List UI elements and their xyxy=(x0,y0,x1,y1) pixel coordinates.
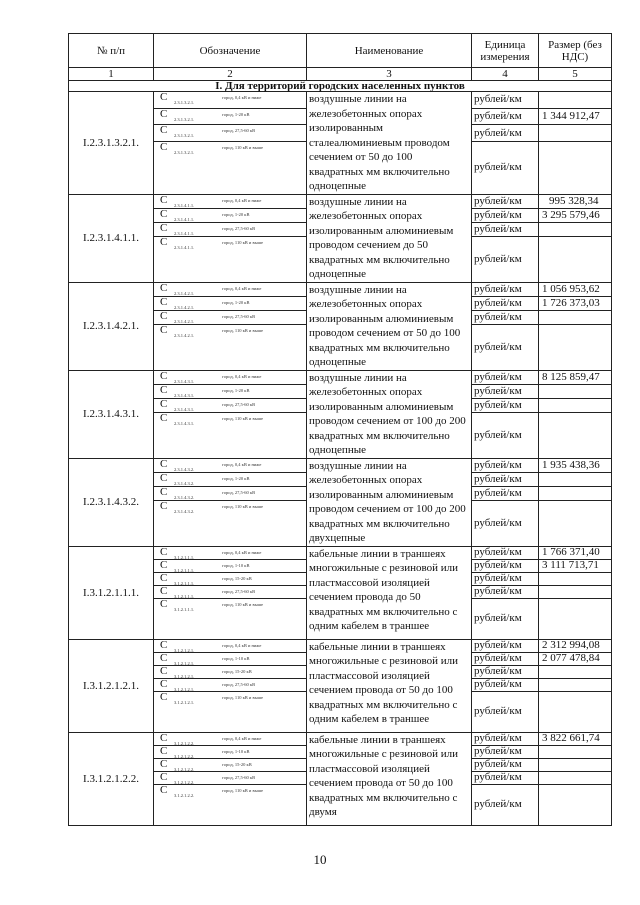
row-value xyxy=(539,691,612,732)
column-number-row xyxy=(69,68,612,81)
row-unit: рублей/км xyxy=(472,487,539,501)
designation-letter: С xyxy=(160,207,168,220)
column-number: 4 xyxy=(472,68,539,81)
designation-cell xyxy=(154,639,307,652)
row-value xyxy=(539,771,612,784)
designation-letter: С xyxy=(160,731,168,744)
row-name: воздушные линии на железобетонных опорах изолированным алюминиевым проводом сечением от 100 до 200 квадратных мм включительно одноцепные xyxy=(307,370,472,458)
row-value xyxy=(539,572,612,585)
row-value xyxy=(539,223,612,237)
designation-voltage: город, 1-10 кВ xyxy=(222,748,250,754)
row-value: 8 125 859,47 xyxy=(539,370,612,384)
row-value xyxy=(539,501,612,546)
designation-letter: С xyxy=(160,677,168,690)
table-row xyxy=(69,639,612,652)
table-header-row xyxy=(69,34,612,68)
row-unit: рублей/км xyxy=(472,546,539,559)
designation-subscript: 2.3.1.4.2.1. xyxy=(174,333,195,339)
header-designation: Обозначение xyxy=(154,34,307,68)
row-value xyxy=(539,758,612,771)
designation-letter: С xyxy=(160,664,168,677)
designation-subscript: 3.1.2.1.2.2. xyxy=(174,740,195,746)
designation-cell xyxy=(154,501,307,546)
designation-subscript: 3.1.2.1.2.2. xyxy=(174,779,195,785)
designation-cell xyxy=(154,296,307,310)
designation-letter: С xyxy=(160,91,168,103)
row-name: воздушные линии на железобетонных опорах изолированным сталеалюминиевым проводом сечением от 50 до 100 квадратных мм включительно одноцепные xyxy=(307,92,472,195)
designation-letter: С xyxy=(160,107,168,120)
designation-voltage: город, 0,4 кВ и ниже xyxy=(222,95,262,100)
designation-cell xyxy=(154,92,307,109)
row-unit: рублей/км xyxy=(472,413,539,458)
row-value: 3 111 713,71 xyxy=(539,559,612,572)
designation-cell xyxy=(154,487,307,501)
table-row xyxy=(69,282,612,296)
designation-voltage: город, 1-20 кВ xyxy=(222,387,250,393)
designation-voltage: город, 15-20 кВ xyxy=(222,668,252,674)
row-code: I.2.3.1.3.2.1. xyxy=(69,92,154,195)
designation-subscript: 2.3.1.4.1.1. xyxy=(174,245,195,251)
row-unit: рублей/км xyxy=(472,282,539,296)
row-code: I.2.3.1.4.3.2. xyxy=(69,458,154,546)
designation-voltage: город, 110 кВ и выше xyxy=(222,144,264,150)
designation-voltage: город, 1-20 кВ xyxy=(222,111,250,117)
designation-voltage: город, 0,4 кВ и ниже xyxy=(222,285,262,291)
row-unit: рублей/км xyxy=(472,311,539,325)
designation-cell xyxy=(154,784,307,825)
designation-letter: С xyxy=(160,770,168,783)
designation-voltage: город, 110 кВ и выше xyxy=(222,694,264,700)
column-number: 2 xyxy=(154,68,307,81)
designation-cell xyxy=(154,399,307,413)
designation-voltage: город, 27,5-60 кВ xyxy=(222,681,256,687)
row-unit: рублей/км xyxy=(472,652,539,665)
row-unit: рублей/км xyxy=(472,732,539,745)
designation-voltage: город, 1-20 кВ xyxy=(222,211,250,217)
row-unit: рублей/км xyxy=(472,458,539,472)
row-unit: рублей/км xyxy=(472,758,539,771)
designation-letter: С xyxy=(160,757,168,770)
designation-subscript: 3.1.2.1.2.2. xyxy=(174,753,195,759)
designation-letter: С xyxy=(160,558,168,571)
designation-subscript: 3.1.2.1.2.2. xyxy=(174,792,195,798)
section-title: I. Для территорий городских населенных пунктов xyxy=(69,81,612,92)
designation-subscript: 2.3.1.4.3.2. xyxy=(174,480,195,486)
row-unit: рублей/км xyxy=(472,194,539,208)
designation-subscript: 3.1.2.1.2.1. xyxy=(174,647,195,653)
table-row xyxy=(69,92,612,109)
row-unit: рублей/км xyxy=(472,745,539,758)
designation-cell xyxy=(154,125,307,142)
designation-voltage: город, 27,5-60 кВ xyxy=(222,774,256,780)
designation-letter: С xyxy=(160,486,168,499)
designation-voltage: город, 1-20 кВ xyxy=(222,299,250,305)
designation-cell xyxy=(154,108,307,125)
row-value xyxy=(539,665,612,678)
tariff-table-sheet xyxy=(68,33,611,826)
row-unit: рублей/км xyxy=(472,141,539,194)
designation-voltage: город, 27,5-60 кВ xyxy=(222,402,256,408)
designation-voltage: город, 110 кВ и выше xyxy=(222,416,264,422)
designation-subscript: 2.3.1.4.2.1. xyxy=(174,290,195,296)
row-unit: рублей/км xyxy=(472,472,539,486)
column-number: 5 xyxy=(539,68,612,81)
row-value xyxy=(539,598,612,639)
row-value xyxy=(539,399,612,413)
designation-cell xyxy=(154,691,307,732)
designation-letter: С xyxy=(160,584,168,597)
designation-subscript: 3.1.2.1.1.1. xyxy=(174,593,195,599)
designation-letter: С xyxy=(160,222,168,235)
designation-voltage: город, 27,5-60 кВ xyxy=(222,128,256,134)
designation-subscript: 2.3.1.3.2.1. xyxy=(174,149,195,155)
designation-letter: С xyxy=(160,398,168,411)
row-value: 2 312 994,08 xyxy=(539,639,612,652)
row-unit: рублей/км xyxy=(472,208,539,222)
designation-subscript: 2.3.1.3.2.1. xyxy=(174,133,195,139)
row-unit: рублей/км xyxy=(472,296,539,310)
row-unit: рублей/км xyxy=(472,665,539,678)
designation-letter: С xyxy=(160,124,168,137)
designation-subscript: 2.3.1.4.1.1. xyxy=(174,202,195,208)
designation-cell xyxy=(154,771,307,784)
row-unit: рублей/км xyxy=(472,92,539,109)
row-code: I.2.3.1.4.2.1. xyxy=(69,282,154,370)
designation-voltage: город, 0,4 кВ и ниже xyxy=(222,735,262,741)
designation-cell xyxy=(154,413,307,458)
row-value xyxy=(539,413,612,458)
header-unit: Единица измерения xyxy=(472,34,539,68)
designation-letter: С xyxy=(160,324,168,337)
row-value: 1 935 438,36 xyxy=(539,458,612,472)
designation-subscript: 2.3.1.4.2.1. xyxy=(174,304,195,310)
row-code: I.3.1.2.1.2.2. xyxy=(69,732,154,825)
row-unit: рублей/км xyxy=(472,784,539,825)
designation-voltage: город, 110 кВ и выше xyxy=(222,601,264,607)
page-number: 10 xyxy=(313,852,327,867)
designation-cell xyxy=(154,223,307,237)
designation-voltage: город, 110 кВ и выше xyxy=(222,240,264,246)
designation-cell xyxy=(154,546,307,559)
designation-letter: С xyxy=(160,193,168,206)
designation-subscript: 2.3.1.4.1.1. xyxy=(174,231,195,237)
row-value: 1 726 373,03 xyxy=(539,296,612,310)
row-code: I.2.3.1.4.1.1. xyxy=(69,194,154,282)
row-code: I.3.1.2.1.1.1. xyxy=(69,546,154,639)
table-body xyxy=(69,92,612,826)
tariff-table xyxy=(68,33,612,826)
designation-cell xyxy=(154,237,307,282)
designation-subscript: 3.1.2.1.2.1. xyxy=(174,673,195,679)
designation-subscript: 2.3.1.3.2.1. xyxy=(174,116,195,122)
designation-letter: С xyxy=(160,383,168,396)
row-value xyxy=(539,585,612,598)
designation-letter: С xyxy=(160,571,168,584)
designation-cell xyxy=(154,325,307,370)
designation-voltage: город, 27,5-60 кВ xyxy=(222,588,256,594)
row-name: кабельные линии в траншеях многожильные с резиновой или пластмассовой изоляцией сечением провода от 50 до 100 квадратных мм включительно с одним кабелем в траншее xyxy=(307,639,472,732)
designation-cell xyxy=(154,732,307,745)
column-number: 1 xyxy=(69,68,154,81)
designation-subscript: 2.3.1.4.3.1. xyxy=(174,378,195,384)
designation-letter: С xyxy=(160,500,168,513)
row-unit: рублей/км xyxy=(472,223,539,237)
designation-subscript: 3.1.2.1.1.1. xyxy=(174,580,195,586)
designation-letter: С xyxy=(160,471,168,484)
row-value: 3 295 579,46 xyxy=(539,208,612,222)
designation-cell xyxy=(154,208,307,222)
row-code: I.3.1.2.1.2.1. xyxy=(69,639,154,732)
designation-letter: С xyxy=(160,545,168,558)
designation-letter: С xyxy=(160,236,168,249)
designation-cell xyxy=(154,678,307,691)
row-unit: рублей/км xyxy=(472,384,539,398)
row-value xyxy=(539,92,612,109)
designation-cell xyxy=(154,745,307,758)
row-code: I.2.3.1.4.3.1. xyxy=(69,370,154,458)
row-unit: рублей/км xyxy=(472,691,539,732)
designation-subscript: 2.3.1.4.3.1. xyxy=(174,407,195,413)
header-name: Наименование xyxy=(307,34,472,68)
row-value xyxy=(539,678,612,691)
designation-voltage: город, 27,5-60 кВ xyxy=(222,226,256,232)
row-value: 2 077 478,84 xyxy=(539,652,612,665)
designation-cell xyxy=(154,472,307,486)
header-size: Размер (без НДС) xyxy=(539,34,612,68)
row-unit: рублей/км xyxy=(472,399,539,413)
row-value: 1 766 371,40 xyxy=(539,546,612,559)
designation-letter: С xyxy=(160,690,168,703)
row-value xyxy=(539,384,612,398)
designation-letter: С xyxy=(160,281,168,294)
designation-voltage: город, 15-20 кВ xyxy=(222,761,252,767)
designation-voltage: город, 15-20 кВ xyxy=(222,575,252,581)
designation-subscript: 2.3.1.4.3.2. xyxy=(174,495,195,501)
section-row xyxy=(69,81,612,92)
designation-letter: С xyxy=(160,140,168,153)
row-unit: рублей/км xyxy=(472,501,539,546)
row-value: 995 328,34 xyxy=(539,194,612,208)
designation-voltage: город, 1-20 кВ xyxy=(222,475,250,481)
designation-subscript: 3.1.2.1.2.1. xyxy=(174,660,195,666)
designation-subscript: 3.1.2.1.1.1. xyxy=(174,554,195,560)
table-row xyxy=(69,546,612,559)
row-unit: рублей/км xyxy=(472,678,539,691)
row-value: 1 344 912,47 xyxy=(539,108,612,125)
designation-subscript: 3.1.2.1.2.1. xyxy=(174,699,195,705)
row-name: воздушные линии на железобетонных опорах изолированным алюминиевым проводом сечением от 100 до 200 квадратных мм включительно двухцепные xyxy=(307,458,472,546)
designation-subscript: 2.3.1.4.3.2. xyxy=(174,509,195,515)
row-unit: рублей/км xyxy=(472,237,539,282)
designation-voltage: город, 110 кВ и выше xyxy=(222,504,264,510)
designation-cell xyxy=(154,665,307,678)
row-value xyxy=(539,125,612,142)
designation-letter: С xyxy=(160,412,168,425)
designation-voltage: город, 27,5-60 кВ xyxy=(222,314,256,320)
row-unit: рублей/км xyxy=(472,559,539,572)
row-value xyxy=(539,745,612,758)
designation-cell xyxy=(154,652,307,665)
table-row xyxy=(69,458,612,472)
table-row xyxy=(69,194,612,208)
row-unit: рублей/км xyxy=(472,598,539,639)
column-number: 3 xyxy=(307,68,472,81)
designation-subscript: 2.3.1.4.3.2. xyxy=(174,466,195,472)
designation-voltage: город, 1-10 кВ xyxy=(222,562,250,568)
row-value: 1 056 953,62 xyxy=(539,282,612,296)
designation-cell xyxy=(154,598,307,639)
row-value xyxy=(539,141,612,194)
designation-letter: С xyxy=(160,369,168,382)
designation-letter: С xyxy=(160,295,168,308)
designation-voltage: город, 0,4 кВ и ниже xyxy=(222,549,262,555)
row-unit: рублей/км xyxy=(472,639,539,652)
designation-cell xyxy=(154,384,307,398)
designation-subscript: 2.3.1.4.3.1. xyxy=(174,392,195,398)
designation-letter: С xyxy=(160,651,168,664)
designation-voltage: город, 0,4 кВ и ниже xyxy=(222,197,262,203)
row-value xyxy=(539,237,612,282)
designation-letter: С xyxy=(160,638,168,651)
designation-cell xyxy=(154,458,307,472)
designation-letter: С xyxy=(160,783,168,796)
designation-cell xyxy=(154,758,307,771)
designation-subscript: 3.1.2.1.2.1. xyxy=(174,686,195,692)
designation-subscript: 2.3.1.4.2.1. xyxy=(174,319,195,325)
designation-cell xyxy=(154,311,307,325)
row-unit: рублей/км xyxy=(472,572,539,585)
designation-letter: С xyxy=(160,310,168,323)
table-row xyxy=(69,370,612,384)
designation-cell xyxy=(154,194,307,208)
designation-voltage: город, 27,5-60 кВ xyxy=(222,490,256,496)
row-value: 3 822 661,74 xyxy=(539,732,612,745)
designation-cell xyxy=(154,559,307,572)
row-value xyxy=(539,784,612,825)
row-unit: рублей/км xyxy=(472,125,539,142)
designation-voltage: город, 110 кВ и выше xyxy=(222,328,264,334)
header-number: № п/п xyxy=(69,34,154,68)
row-unit: рублей/км xyxy=(472,325,539,370)
row-unit: рублей/км xyxy=(472,108,539,125)
designation-cell xyxy=(154,572,307,585)
row-value xyxy=(539,487,612,501)
row-name: кабельные линии в траншеях многожильные с резиновой или пластмассовой изоляцией сечением провода от 50 до 100 квадратных мм включительно с двумя xyxy=(307,732,472,825)
designation-subscript: 2.3.1.4.1.1. xyxy=(174,216,195,222)
designation-subscript: 3.1.2.1.1.1. xyxy=(174,606,195,612)
row-unit: рублей/км xyxy=(472,771,539,784)
designation-cell xyxy=(154,370,307,384)
designation-subscript: 2.3.1.4.3.1. xyxy=(174,421,195,427)
row-value xyxy=(539,311,612,325)
designation-cell xyxy=(154,585,307,598)
designation-subscript: 3.1.2.1.1.1. xyxy=(174,567,195,573)
row-value xyxy=(539,472,612,486)
row-name: воздушные линии на железобетонных опорах изолированным алюминиевым проводом сечением до 50 квадратных мм включительно одноцепные xyxy=(307,194,472,282)
table-row xyxy=(69,732,612,745)
row-unit: рублей/км xyxy=(472,370,539,384)
designation-letter: С xyxy=(160,744,168,757)
row-name: кабельные линии в траншеях многожильные с резиновой или пластмассовой изоляцией сечением провода до 50 квадратных мм включительно с одним кабелем в траншее xyxy=(307,546,472,639)
row-value xyxy=(539,325,612,370)
designation-cell xyxy=(154,282,307,296)
row-unit: рублей/км xyxy=(472,585,539,598)
designation-voltage: город, 0,4 кВ и ниже xyxy=(222,642,262,648)
designation-subscript: 2.3.1.3.2.1. xyxy=(174,100,195,105)
designation-letter: С xyxy=(160,597,168,610)
designation-voltage: город, 0,4 кВ и ниже xyxy=(222,461,262,467)
designation-letter: С xyxy=(160,457,168,470)
designation-voltage: город, 110 кВ и выше xyxy=(222,787,264,793)
row-name: воздушные линии на железобетонных опорах изолированным алюминиевым проводом сечением от 50 до 100 квадратных мм включительно одноцепные xyxy=(307,282,472,370)
designation-voltage: город, 1-10 кВ xyxy=(222,655,250,661)
designation-voltage: город, 0,4 кВ и ниже xyxy=(222,373,262,379)
designation-subscript: 3.1.2.1.2.2. xyxy=(174,766,195,772)
designation-cell xyxy=(154,141,307,194)
